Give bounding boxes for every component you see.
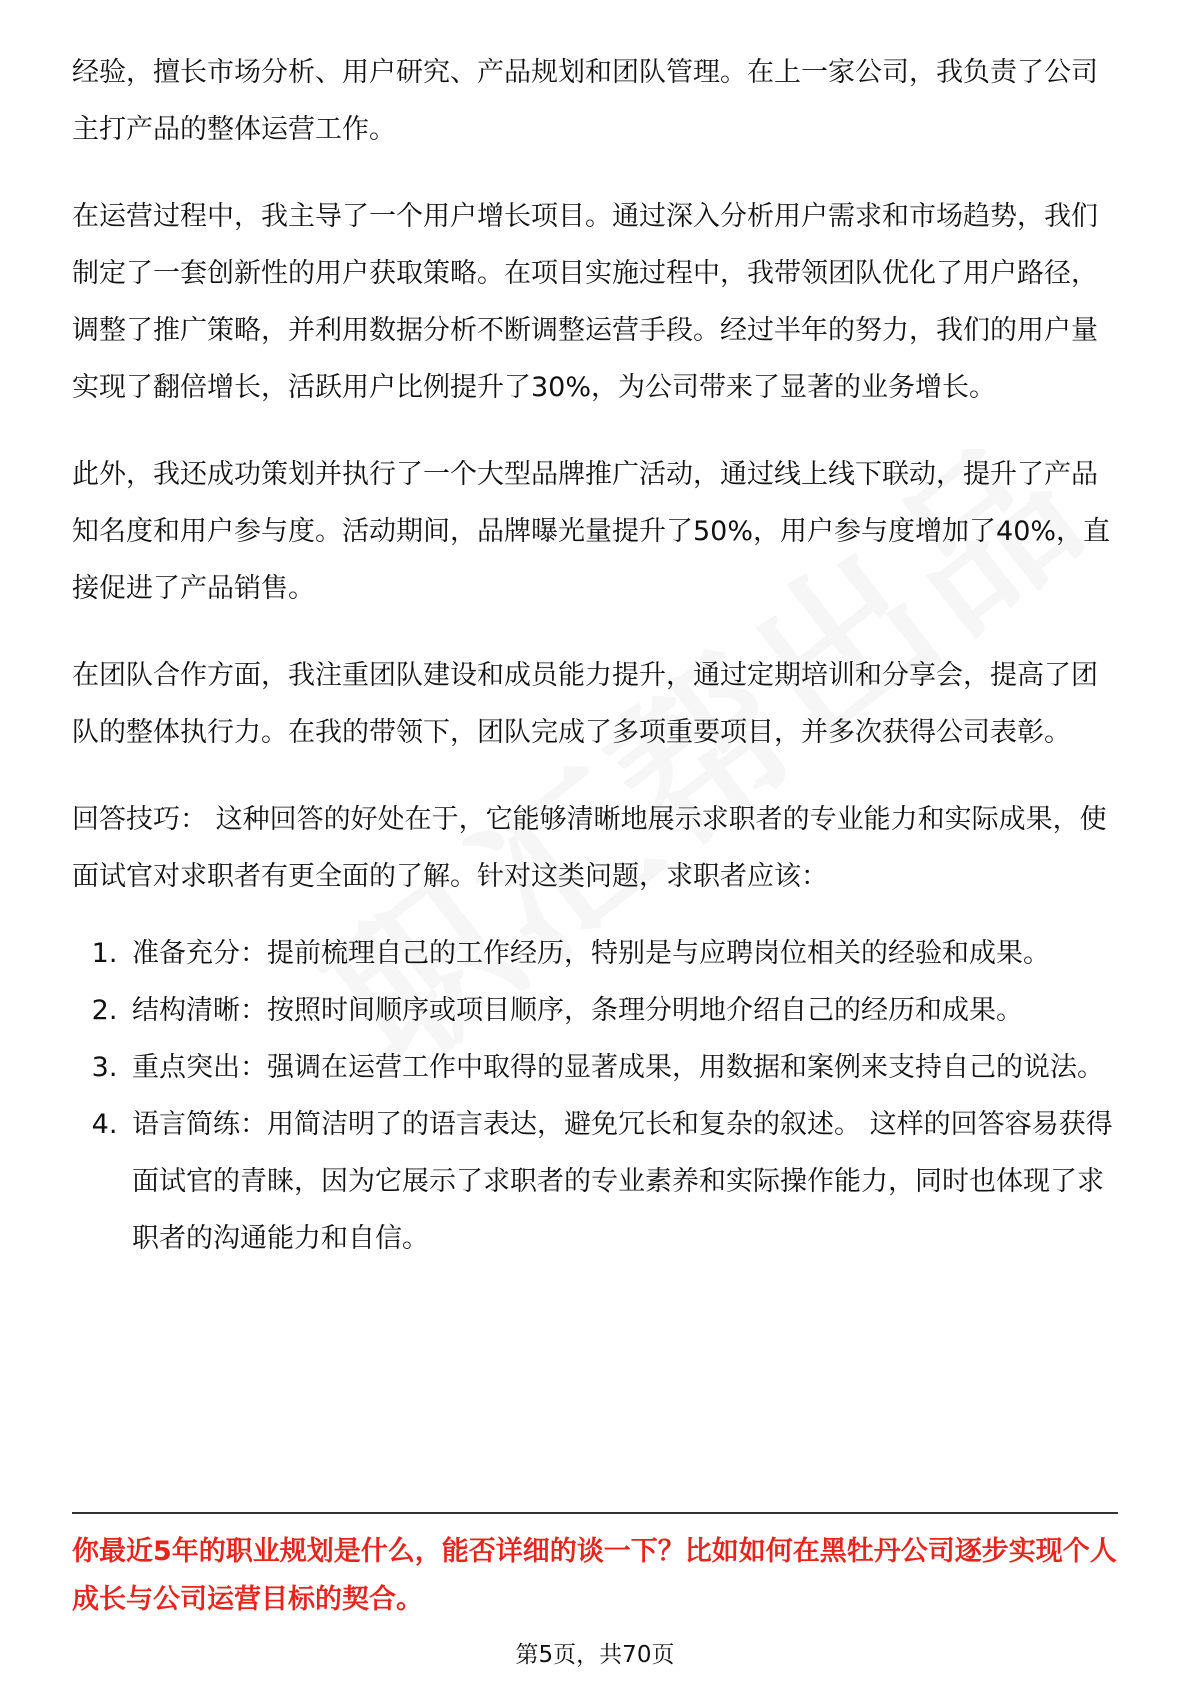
divider	[72, 1512, 1118, 1514]
paragraph-teamwork: 在团队合作方面，我注重团队建设和成员能力提升，通过定期培训和分享会，提高了团队的整体执行力。在我的带领下，团队完成了多项重要项目，并多次获得公司表彰。	[72, 660, 1098, 748]
next-question-heading: 你最近5年的职业规划是什么，能否详细的谈一下？比如如何在黑牡丹公司逐步实现个人成长与公司运营目标的契合。	[72, 1536, 1117, 1615]
paragraph-answer-tips: 回答技巧： 这种回答的好处在于，它能够清晰地展示求职者的专业能力和实际成果，使面试官对求职者有更全面的了解。针对这类问题，求职者应该：	[72, 804, 1107, 892]
page-content	[72, 44, 1118, 1267]
tips-list	[72, 925, 1118, 1267]
paragraph-experience-intro: 经验，擅长市场分析、用户研究、产品规划和团队管理。在上一家公司，我负责了公司主打产品的整体运营工作。	[72, 57, 1098, 145]
paragraph-user-growth: 在运营过程中，我主导了一个用户增长项目。通过深入分析用户需求和市场趋势，我们制定了一套创新性的用户获取策略。在项目实施过程中，我带领团队优化了用户路径，调整了推广策略，并利用数据分析不断调整运营手段。经过半年的努力，我们的用户量实现了翻倍增长，活跃用户比例提升了30%，为公司带来了显著的业务增长。	[72, 201, 1098, 403]
list-item: 4. 语言简练：用简洁明了的语言表达，避免冗长和复杂的叙述。 这样的回答容易获得面试官的青睐，因为它展示了求职者的专业素养和实际操作能力，同时也体现了求职者的沟通能力和自信。	[126, 1096, 1118, 1267]
list-item: 1. 准备充分：提前梳理自己的工作经历，特别是与应聘岗位相关的经验和成果。	[126, 925, 1118, 982]
paragraph-brand-campaign: 此外，我还成功策划并执行了一个大型品牌推广活动，通过线上线下联动，提升了产品知名度和用户参与度。活动期间，品牌曝光量提升了50%，用户参与度增加了40%，直接促进了产品销售。	[72, 459, 1111, 604]
page-number: 第5页，共70页	[515, 1642, 675, 1668]
list-item: 2. 结构清晰：按照时间顺序或项目顺序，条理分明地介绍自己的经历和成果。	[126, 982, 1118, 1039]
list-item: 3. 重点突出：强调在运营工作中取得的显著成果，用数据和案例来支持自己的说法。	[126, 1039, 1118, 1096]
